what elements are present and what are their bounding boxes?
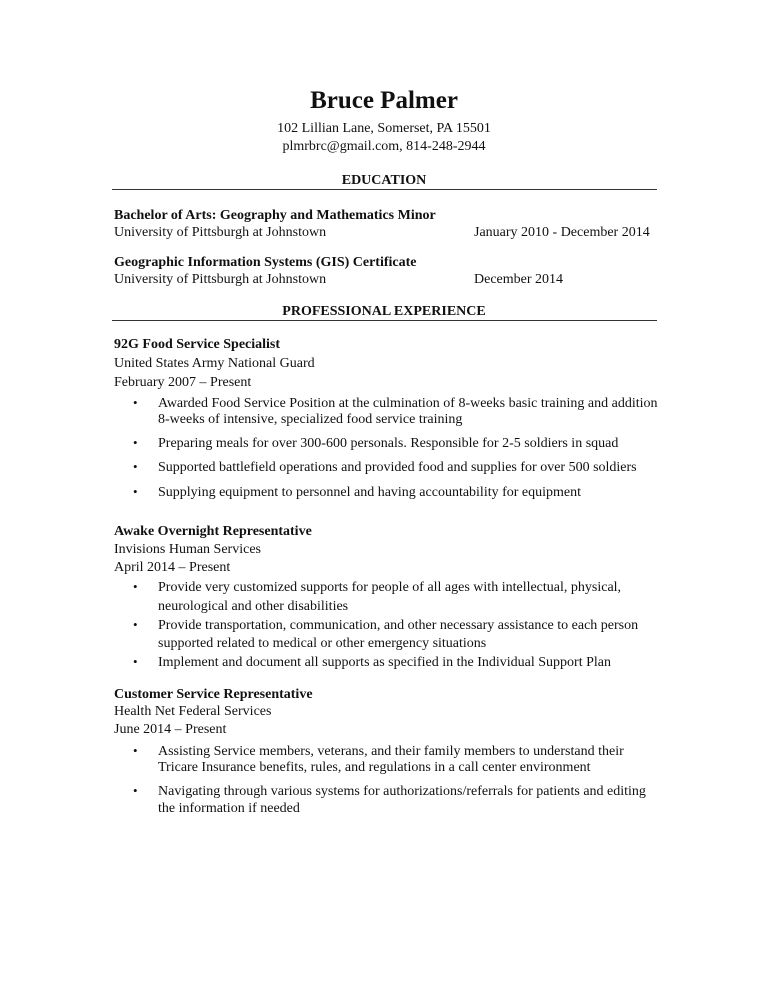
education-dates: January 2010 - December 2014 [474, 225, 650, 240]
bullet-icon: • [133, 395, 138, 410]
candidate-name: Bruce Palmer [310, 87, 458, 114]
job-bullet-text: Supplying equipment to personnel and having accountability for equipment [158, 485, 582, 500]
job-title: 92G Food Service Specialist [114, 337, 281, 352]
job-title: Customer Service Representative [114, 687, 313, 702]
education-divider [112, 189, 657, 190]
bullet-icon: • [133, 617, 138, 632]
job-bullet-text: Implement and document all supports as specified in the Individual Support Plan [158, 655, 611, 670]
education-dates: December 2014 [474, 272, 564, 287]
job-bullet-text: Supported battlefield operations and provided food and supplies for over 500 soldiers [158, 460, 637, 475]
job-bullet-text: Assisting Service members, veterans, and their family members to understand their [158, 744, 624, 759]
job-organization: Invisions Human Services [114, 542, 261, 557]
job-title: Awake Overnight Representative [114, 524, 312, 539]
address: 102 Lillian Lane, Somerset, PA 15501 [277, 121, 491, 136]
degree-title: Bachelor of Arts: Geography and Mathematics Minor [114, 208, 436, 223]
job-dates: February 2007 – Present [114, 375, 252, 390]
job-organization: United States Army National Guard [114, 356, 315, 371]
job-bullet-text: Navigating through various systems for authorizations/referrals for patients and editing [158, 784, 646, 799]
bullet-icon: • [133, 783, 138, 798]
experience-divider [112, 320, 657, 321]
school-name: University of Pittsburgh at Johnstown [114, 272, 327, 287]
school-name: University of Pittsburgh at Johnstown [114, 225, 327, 240]
job-bullet-text: Awarded Food Service Position at the culmination of 8-weeks basic training and addition [158, 396, 658, 411]
job-dates: June 2014 – Present [114, 722, 227, 737]
job-bullet-text: 8-weeks of intensive, specialized food service training [158, 412, 463, 427]
job-bullet-text: Preparing meals for over 300-600 personals. Responsible for 2-5 soldiers in squad [158, 436, 619, 451]
bullet-icon: • [133, 579, 138, 594]
job-bullet-text: Provide very customized supports for people of all ages with intellectual, physical, [158, 580, 622, 595]
job-dates: April 2014 – Present [114, 560, 231, 575]
bullet-icon: • [133, 654, 138, 669]
job-organization: Health Net Federal Services [114, 704, 272, 719]
contact-info: plmrbrc@gmail.com, 814-248-2944 [282, 139, 486, 154]
bullet-icon: • [133, 435, 138, 450]
job-bullet-text: the information if needed [158, 801, 300, 816]
bullet-icon: • [133, 484, 138, 499]
job-bullet-text: Provide transportation, communication, and other necessary assistance to each person [158, 618, 639, 633]
experience-heading: PROFESSIONAL EXPERIENCE [282, 304, 486, 319]
job-bullet-text: neurological and other disabilities [158, 599, 349, 614]
job-bullet-text: supported related to medical or other emergency situations [158, 636, 487, 651]
education-heading: EDUCATION [341, 173, 427, 188]
job-bullet-text: Tricare Insurance benefits, rules, and regulations in a call center environment [158, 760, 591, 775]
bullet-icon: • [133, 459, 138, 474]
bullet-icon: • [133, 743, 138, 758]
degree-title: Geographic Information Systems (GIS) Certificate [114, 255, 417, 270]
